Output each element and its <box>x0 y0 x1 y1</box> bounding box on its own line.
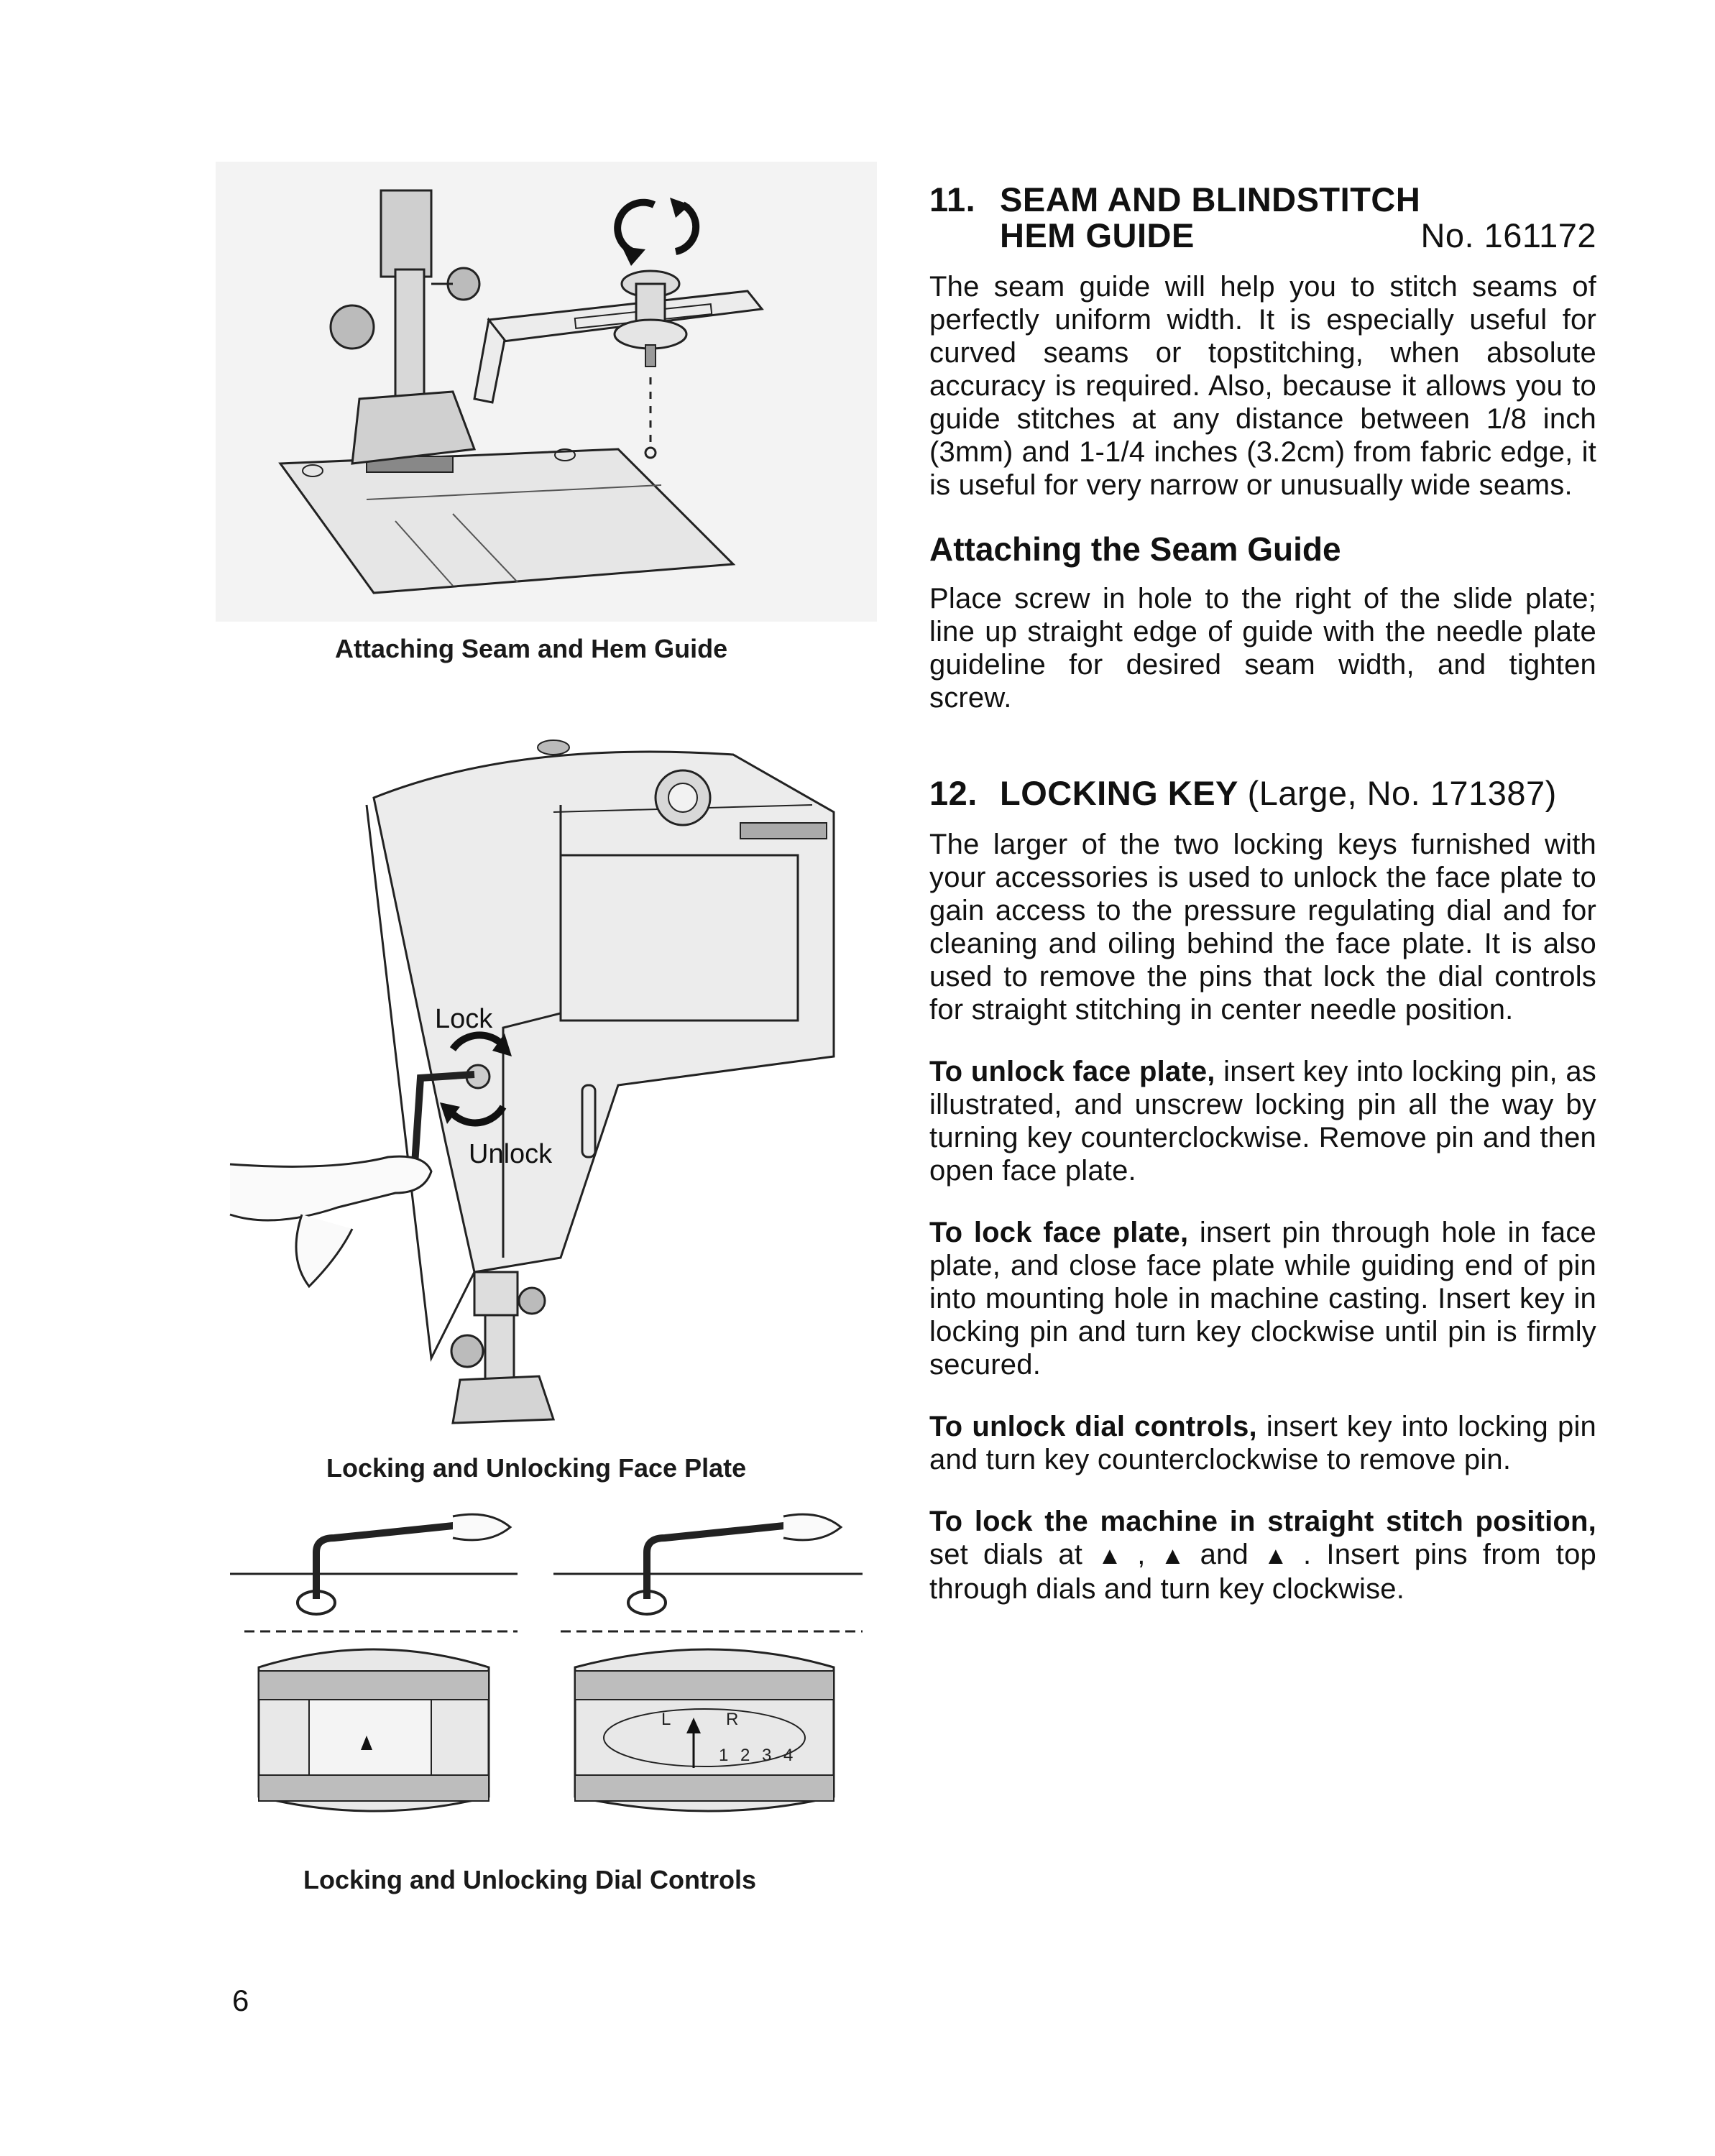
section12-title-suffix: (Large, No. 171387) <box>1247 774 1557 812</box>
lock-machine-paragraph <box>929 1505 1596 1606</box>
section11-number: 11. <box>929 180 976 218</box>
unlock-dial-lead: To unlock dial controls, <box>929 1411 1257 1442</box>
dial-mark-l: L <box>661 1710 671 1729</box>
unlock-label: Unlock <box>469 1139 553 1169</box>
dial-symbol-1-icon: ▲ <box>1098 1542 1122 1570</box>
lock-machine-sep1: , <box>1122 1539 1161 1570</box>
page-number: 6 <box>232 1984 249 2017</box>
text-column <box>929 181 1596 1606</box>
lock-face-plate-text: insert pin through hole in face plate, and close face plate while guiding end of pin into mounting hole in machine casting. Insert key in locking pin and turn key clockwise until pin is firmly secured. <box>929 1217 1596 1381</box>
face-plate-caption: Locking and Unlocking Face Plate <box>326 1453 747 1483</box>
face-plate-illustration <box>216 711 877 1445</box>
dial-mark-4: 4 <box>783 1746 794 1765</box>
dial-mark-1: 1 <box>719 1746 729 1765</box>
unlock-dial-paragraph <box>929 1410 1596 1476</box>
lock-machine-lead: To lock the machine in straight stitch position, <box>929 1506 1596 1537</box>
unlock-face-plate-lead: To unlock face plate, <box>929 1056 1215 1087</box>
section12-body: The larger of the two locking keys furnished with your accessories is used to unlock the face plate to gain access to the pressure regulating dial and for cleaning and oiling behind the face plate. It is also used to remove the pins that lock the dial controls for straight stitching in center needle position. <box>929 829 1596 1026</box>
section12-title: LOCKING KEY <box>1000 774 1238 812</box>
seam-guide-caption: Attaching Seam and Hem Guide <box>335 634 728 663</box>
section11-heading-line2 <box>929 217 1596 254</box>
dial-symbol-2-icon: ▲ <box>1160 1542 1185 1570</box>
unlock-dial-text: insert key into locking pin and turn key counterclockwise to remove pin. <box>929 1411 1596 1475</box>
section11-part-no: No. 161172 <box>1420 216 1596 254</box>
dial-controls-illustration <box>216 1509 877 1854</box>
lock-face-plate-lead: To lock face plate, <box>929 1217 1189 1248</box>
seam-guide-illustration <box>216 162 877 622</box>
section12-heading <box>929 775 1596 812</box>
dial-symbol-3-icon: ▲ <box>1264 1542 1288 1570</box>
section11-subheading: Attaching the Seam Guide <box>929 530 1341 568</box>
dial-mark-2: 2 <box>740 1746 750 1765</box>
dial-controls-caption: Locking and Unlocking Dial Controls <box>303 1865 757 1894</box>
lock-face-plate-paragraph <box>929 1216 1596 1381</box>
unlock-face-plate-text: insert key into locking pin, as illustrated, and unscrew locking pin all the way by turning key counterclockwise. Remove pin and then open face plate. <box>929 1056 1596 1187</box>
section12-number: 12. <box>929 774 978 812</box>
lock-label: Lock <box>435 1004 493 1034</box>
dial-mark-3: 3 <box>762 1746 772 1765</box>
section11-heading <box>929 181 1596 218</box>
section11-body: The seam guide will help you to stitch seams of perfectly uniform width. It is especially useful for curved seams or topstitching, when absolute accuracy is required. Also, because it allows you to guide stitches at any distance between 1/8 inch (3mm) and 1-1/4 inches (3.2cm) from fabric edge, it is useful for very narrow or unusually wide seams. <box>929 271 1596 501</box>
section11-title-line2: HEM GUIDE <box>1000 216 1195 254</box>
lock-machine-text2: . Insert pins from top through dials and turn key clockwise. <box>929 1539 1596 1605</box>
section11-title-line1: SEAM AND BLINDSTITCH <box>1000 180 1421 218</box>
dial-mark-r: R <box>726 1710 739 1729</box>
section11-sub-body: Place screw in hole to the right of the slide plate; line up straight edge of guide with the needle plate guideline for desired seam width, and tighten screw. <box>929 583 1596 714</box>
lock-machine-sep2: and <box>1185 1539 1264 1570</box>
lock-machine-text1: set dials at <box>929 1539 1098 1570</box>
unlock-face-plate-paragraph <box>929 1055 1596 1187</box>
